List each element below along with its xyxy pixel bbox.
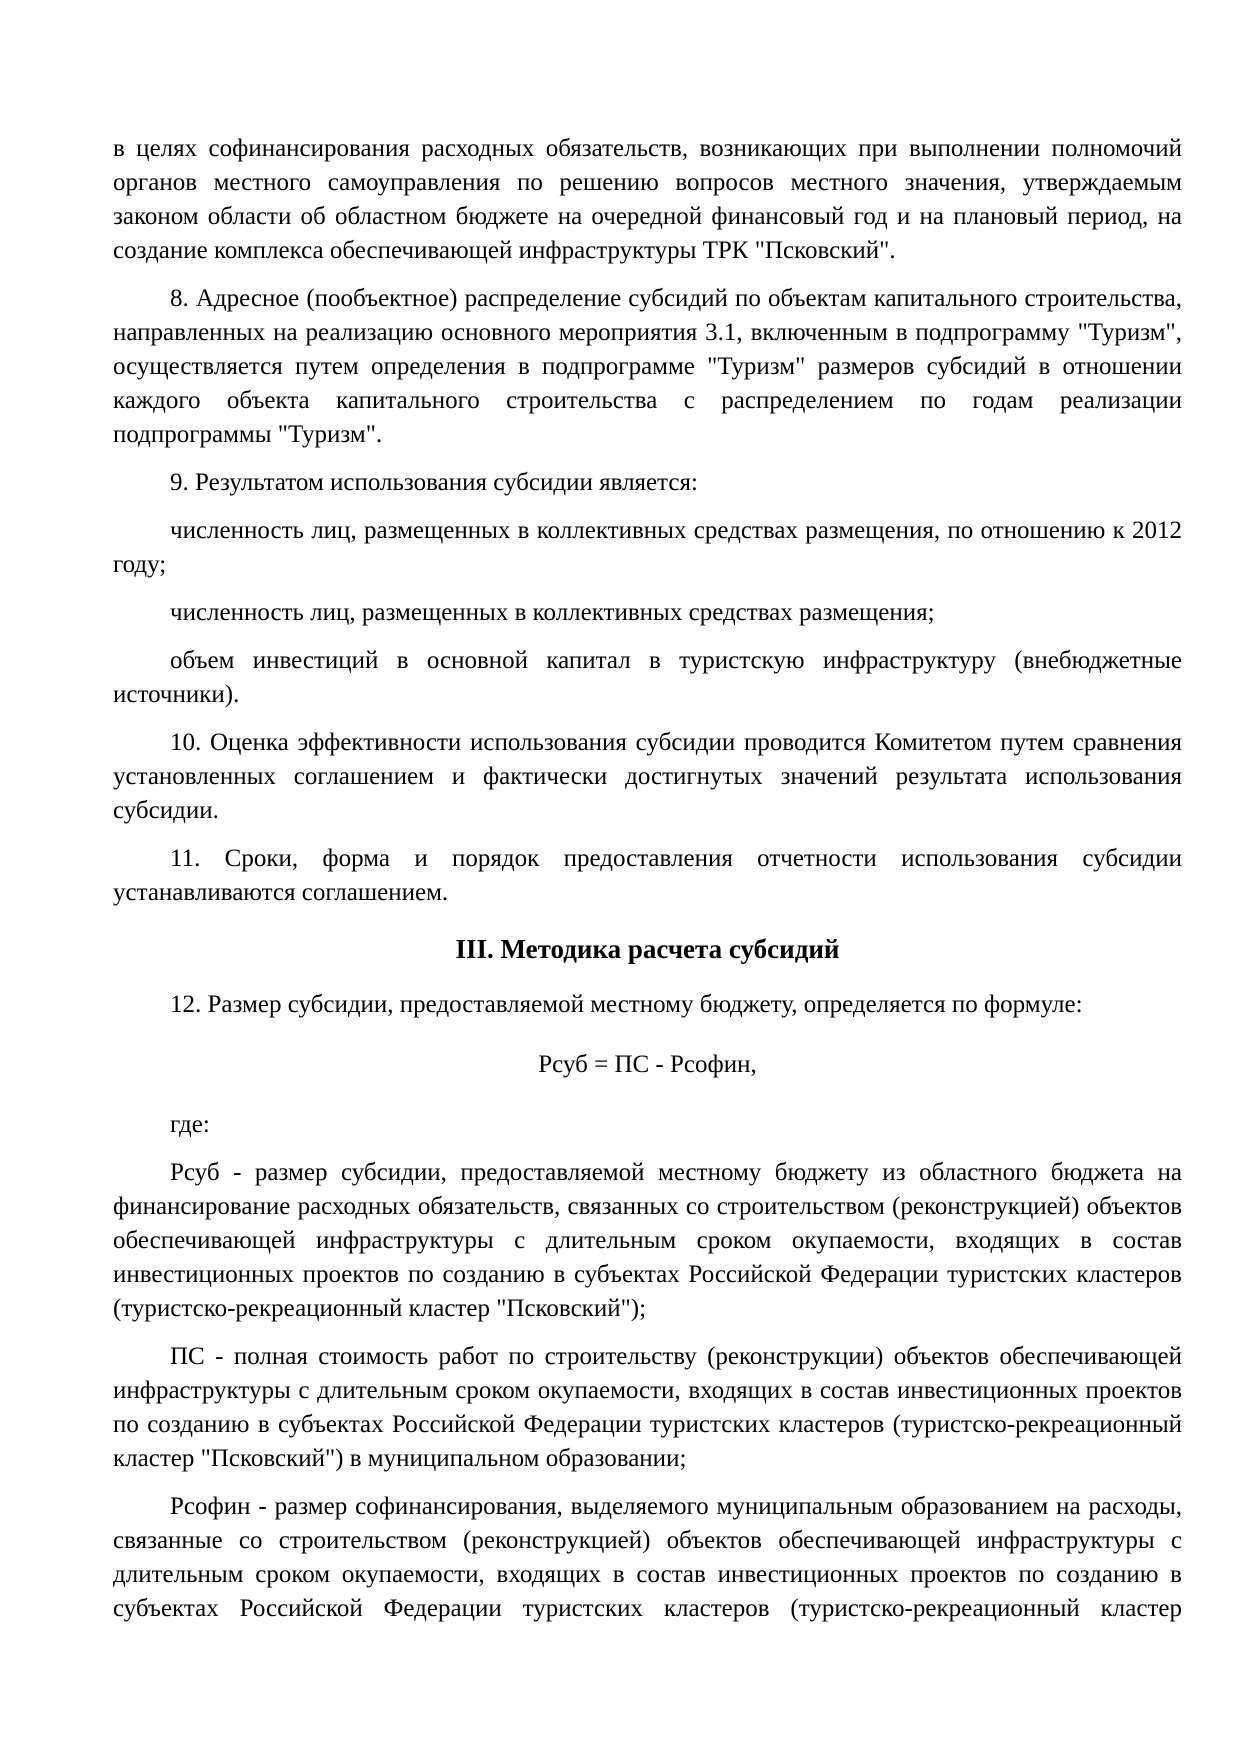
subsidy-formula: Рсуб = ПС - Рсофин, xyxy=(538,1051,757,1078)
continuation-paragraph: в целях софинансирования расходных обязательств, возникающих при выполнении полномочий органов местного самоуправления по решению вопросов местного значения, утверждаемым законом области об областном бюджете на очередной финансовый год и на плановый период, на создание комплекса обеспечивающей инфраструктуры ТРК "Псковский". xyxy=(113,135,1182,264)
result-item-2: численность лиц, размещенных в коллективных средствах размещения; xyxy=(170,599,935,626)
definition-ps: ПС - полная стоимость работ по строительству (реконструкции) объектов обеспечивающей инфраструктуры с длительным сроком окупаемости, входящих в состав инвестиционных проектов по созданию в субъектах Российской Федерации туристских кластеров (туристско-рекреационный кластер "Псковский") в муниципальном образовании; xyxy=(113,1343,1182,1472)
result-item-1: численность лиц, размещенных в коллективных средствах размещения, по отношению к 2012 году; xyxy=(113,517,1182,578)
paragraph-9: 9. Результатом использования субсидии является: xyxy=(170,469,698,496)
paragraph-10: 10. Оценка эффективности использования субсидии проводится Комитетом путем сравнения установленных соглашением и фактически достигнутых значений результата использования субсидии. xyxy=(113,729,1182,824)
paragraph-11: 11. Сроки, форма и порядок предоставления отчетности использования субсидии устанавливаются соглашением. xyxy=(113,845,1182,906)
paragraph-12: 12. Размер субсидии, предоставляемой местному бюджету, определяется по формуле: xyxy=(170,991,1083,1018)
definition-rsub: Рсуб - размер субсидии, предоставляемой местному бюджету из областного бюджета на финансирование расходных обязательств, связанных со строительством (реконструкцией) объектов обеспечивающей инфраструктуры с длительным сроком окупаемости, входящих в состав инвестиционных проектов по созданию в субъектах Российской Федерации туристских кластеров (туристско-рекреационный кластер "Псковский"); xyxy=(113,1159,1182,1322)
definition-rsofin: Рсофин - размер софинансирования, выделяемого муниципальным образованием на расходы, связанные со строительством (реконструкцией) объектов обеспечивающей инфраструктуры с длительным сроком окупаемости, входящих в состав инвестиционных проектов по созданию в субъектах Российской Федерации туристских кластеров (туристско-рекреационный кластер xyxy=(113,1493,1182,1622)
paragraph-8: 8. Адресное (пообъектное) распределение субсидий по объектам капитального строительства, направленных на реализацию основного мероприятия 3.1, включенным в подпрограмму "Туризм", осуществляется путем определения в подпрограмме "Туризм" размеров субсидий в отношении каждого объекта капитального строительства с распределением по годам реализации подпрограммы "Туризм". xyxy=(113,285,1182,448)
section-heading-3: III. Методика расчета субсидий xyxy=(455,934,840,964)
where-label: где: xyxy=(170,1111,210,1138)
result-item-3: объем инвестиций в основной капитал в туристскую инфраструктуру (внебюджетные источники). xyxy=(113,647,1182,708)
